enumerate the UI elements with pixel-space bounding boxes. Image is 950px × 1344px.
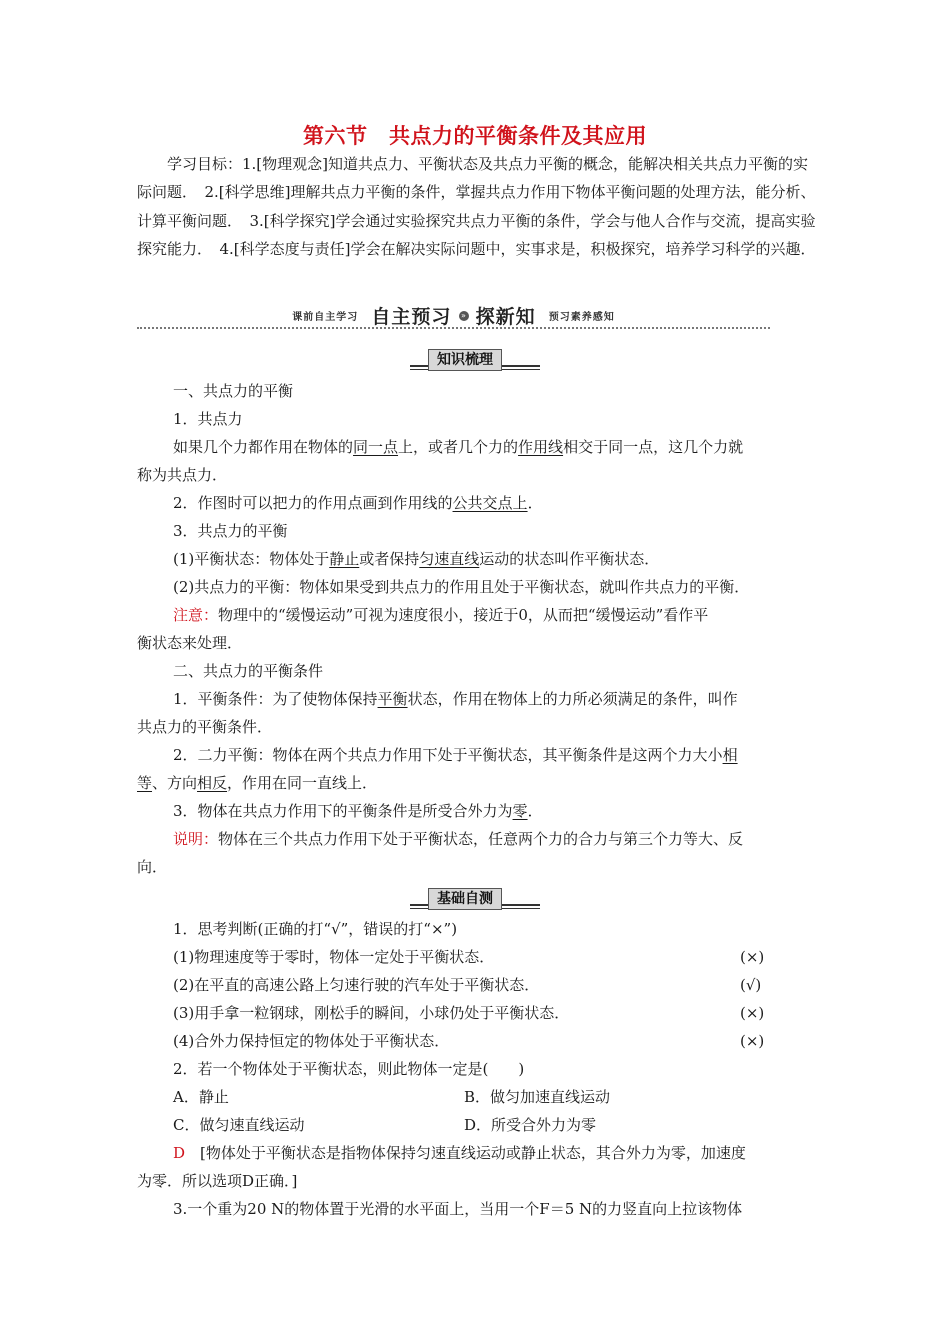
note-label: 注意：: [173, 606, 219, 624]
blank-answer: 同一点: [353, 438, 399, 456]
arrow-icon: »: [459, 311, 469, 321]
question-2-title: 2．若一个物体处于平衡状态，则此物体一定是( ): [173, 1060, 525, 1078]
option-b: B．做匀加速直线运动: [464, 1088, 611, 1106]
blank-answer: 平衡: [377, 690, 408, 708]
blank-answer: 等: [137, 774, 153, 792]
banner-right-label: 预习素养感知: [548, 312, 615, 323]
option-d: D．所受合外力为零: [464, 1116, 597, 1134]
text-line: 如果几个力都作用在物体的同一点上，或者几个力的作用线相交于同一点，这几个力就: [173, 438, 744, 456]
option-a: A．静止: [173, 1088, 229, 1106]
judgment-item: (1)物理速度等于零时，物体一定处于平衡状态．: [173, 948, 495, 966]
text-line: (2)共点力的平衡：物体如果受到共点力的作用且处于平衡状态，就叫作共点力的平衡．: [173, 578, 750, 596]
answer-letter: D: [173, 1144, 186, 1162]
judgment-mark: (×): [740, 1004, 765, 1022]
explanation-line: 说明：物体在三个共点力作用下处于平衡状态，任意两个力的合力与第三个力等大、反: [173, 830, 744, 848]
judgment-item: (3)用手拿一粒钢球，刚松手的瞬间，小球仍处于平衡状态．: [173, 1004, 570, 1022]
judgment-item: (4)合外力保持恒定的物体处于平衡状态．: [173, 1032, 450, 1050]
section-banner: [137, 300, 770, 332]
text-line: 2．二力平衡：物体在两个共点力作用下处于平衡状态，其平衡条件是这两个力大小相: [173, 746, 738, 764]
page-title: 第六节 共点力的平衡条件及其应用: [303, 124, 647, 148]
learning-objectives: 学习目标：1.[物理观念]知道共点力、平衡状态及共点力平衡的概念，能解决相关共点力平衡的实际问题． 2.[科学思维]理解共点力平衡的条件，掌握共点力作用下物体平衡问题的处理方法，能分析、计算平衡问题． 3.[科学探究]学会通过实验探究共点力平衡的条件，学会与他人合作与交流，提高实验探究能力． 4.[科学态度与责任]学会在解决实际问题中，实事求是，积极探究，培养学习科学的兴趣．: [137, 155, 816, 259]
blank-answer: 零: [512, 802, 528, 820]
banner-left-label: 课前自主学习: [292, 312, 359, 323]
text-line: 称为共点力．: [137, 466, 228, 484]
text-line: 衡状态来处理．: [137, 634, 243, 652]
blank-answer: 静止: [329, 550, 360, 568]
subheading-equilibrium: 3．共点力的平衡: [173, 522, 288, 540]
judgment-mark: (×): [740, 948, 765, 966]
text-line: 共点力的平衡条件．: [137, 718, 273, 736]
judgment-mark: (√): [740, 976, 762, 994]
section-badge-selftest: [410, 888, 540, 910]
judgment-mark: (×): [740, 1032, 765, 1050]
subheading-concurrent-force: 1．共点力: [173, 410, 243, 428]
text-line: 为零．所以选项D正确．]: [137, 1172, 298, 1190]
section-badge-knowledge: [410, 349, 540, 371]
text-line: (1)平衡状态：物体处于静止或者保持匀速直线运动的状态叫作平衡状态．: [173, 550, 660, 568]
text-line: 3．物体在共点力作用下的平衡条件是所受合外力为零．: [173, 802, 543, 820]
blank-answer: 公共交点上: [452, 494, 528, 512]
blank-answer: 匀速直线: [419, 550, 480, 568]
heading-equilibrium-conditions: 二、共点力的平衡条件: [173, 662, 324, 680]
text-line: 等、方向相反，作用在同一直线上．: [137, 774, 378, 792]
question-1-title: 1．思考判断(正确的打“√”，错误的打“×”): [173, 920, 458, 938]
banner-title-2: 探新知: [475, 306, 536, 328]
text-line: 1．平衡条件：为了使物体保持平衡状态，作用在物体上的力所必须满足的条件，叫作: [173, 690, 738, 708]
blank-answer: 相反: [197, 774, 228, 792]
badge-label: 知识梳理: [428, 349, 502, 371]
heading-equilibrium: 一、共点力的平衡: [173, 382, 294, 400]
banner-divider: [137, 327, 770, 329]
blank-answer: 作用线: [518, 438, 564, 456]
note-line: 注意：物理中的“缓慢运动”可视为速度很小，接近于0，从而把“缓慢运动”看作平: [173, 606, 709, 624]
explanation-label: 说明：: [173, 830, 219, 848]
badge-label: 基础自测: [428, 888, 502, 910]
text-line: 向．: [137, 858, 168, 876]
blank-answer: 相: [722, 746, 738, 764]
option-c: C．做匀速直线运动: [173, 1116, 305, 1134]
answer-line: D [物体处于平衡状态是指物体保持匀速直线运动或静止状态，其合外力为零，加速度: [173, 1144, 746, 1162]
banner-title-1: 自主预习: [371, 306, 452, 328]
text-line: 2．作图时可以把力的作用点画到作用线的公共交点上．: [173, 494, 543, 512]
question-3-text: 3.一个重为20 N的物体置于光滑的水平面上，当用一个F＝5 N的力竖直向上拉该物体: [173, 1200, 743, 1218]
judgment-item: (2)在平直的高速公路上匀速行驶的汽车处于平衡状态．: [173, 976, 540, 994]
